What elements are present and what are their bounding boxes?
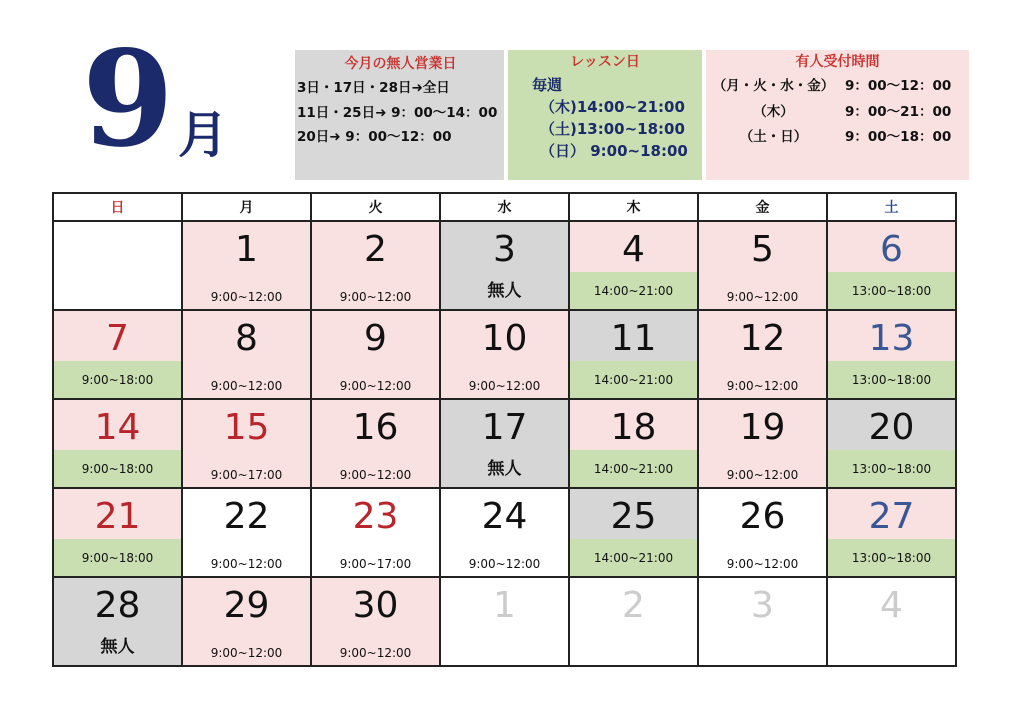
day-cell-body [570, 222, 697, 309]
calendar-day-cell [440, 221, 569, 310]
calendar-day-cell [311, 310, 440, 399]
day-cell-body [441, 222, 568, 309]
day-cell-body [699, 311, 826, 398]
day-number: 28 [94, 585, 141, 626]
unmanned-line: 11日・25日➜ 9：00〜14：00 [297, 104, 498, 121]
reception-time: 9：00〜12：00 [845, 78, 952, 94]
day-cell-body [828, 311, 955, 398]
calendar-week-row [53, 488, 956, 577]
calendar-day-cell [53, 577, 182, 666]
day-hours: 14:00~21:00 [593, 373, 674, 387]
calendar-day-cell [182, 488, 311, 577]
day-hours: 14:00~21:00 [593, 462, 674, 476]
lesson-time-band [828, 539, 955, 576]
day-number: 14 [94, 407, 141, 448]
day-number: 20 [868, 407, 915, 448]
calendar-day-cell [311, 399, 440, 488]
day-number: 13 [868, 318, 915, 359]
day-cell-body [312, 489, 439, 576]
unmanned-line: 20日➜ 9：00〜12：00 [297, 129, 452, 145]
day-hours: 13:00~18:00 [851, 551, 932, 565]
calendar-week-row [53, 310, 956, 399]
day-cell-body [54, 311, 181, 398]
day-number: 1 [235, 229, 258, 270]
day-number: 23 [352, 496, 399, 537]
calendar-day-cell [440, 399, 569, 488]
day-cell-body [183, 222, 310, 309]
day-hours: 9:00~17:00 [339, 557, 412, 571]
reception-time: 9：00〜21：00 [845, 103, 952, 120]
day-number: 27 [868, 496, 915, 537]
day-cell-body [312, 222, 439, 309]
lesson-time-band [570, 450, 697, 487]
hours-band [441, 361, 568, 398]
lesson-line: （日） 9:00~18:00 [540, 142, 688, 160]
calendar-day-cell [569, 488, 698, 577]
calendar-day-cell [827, 488, 956, 577]
day-number: 2 [364, 229, 387, 270]
unmanned-label: 無人 [100, 637, 135, 657]
day-cell-body [54, 578, 181, 665]
day-hours: 9:00~12:00 [210, 290, 283, 304]
lesson-time-band [570, 272, 697, 309]
weekday-header: 金 [698, 193, 827, 221]
unmanned-days-box [295, 50, 504, 180]
day-hours: 9:00~12:00 [726, 290, 799, 304]
day-cell-body [570, 489, 697, 576]
day-cell-body [828, 578, 955, 665]
calendar-day-cell [311, 488, 440, 577]
day-number: 2 [622, 585, 645, 626]
calendar-week-row [53, 221, 956, 310]
day-cell-body [54, 222, 181, 309]
day-hours: 9:00~12:00 [726, 557, 799, 571]
calendar-day-cell [698, 488, 827, 577]
day-cell-body [183, 311, 310, 398]
calendar-day-cell [182, 221, 311, 310]
day-cell-body [312, 400, 439, 487]
unmanned-label: 無人 [487, 281, 522, 301]
reception-days: （木） [753, 103, 794, 120]
day-number: 3 [751, 585, 774, 626]
day-hours: 9:00~12:00 [468, 557, 541, 571]
day-cell-body [183, 578, 310, 665]
day-cell-body [312, 311, 439, 398]
calendar-day-cell [698, 310, 827, 399]
calendar-day-cell [53, 399, 182, 488]
weekday-header: 木 [569, 193, 698, 221]
hours-band [312, 539, 439, 576]
lesson-time-band [828, 361, 955, 398]
day-number: 26 [739, 496, 786, 537]
lesson-time-band [54, 450, 181, 487]
day-number: 7 [106, 318, 129, 359]
day-cell-body [54, 400, 181, 487]
reception-row [706, 125, 969, 151]
day-number: 29 [223, 585, 270, 626]
day-hours: 9:00~17:00 [210, 468, 283, 482]
hours-band [699, 539, 826, 576]
month-label: 月 [178, 106, 228, 164]
day-hours: 14:00~21:00 [593, 551, 674, 565]
calendar-week-row [53, 399, 956, 488]
calendar-day-cell [827, 310, 956, 399]
day-number: 1 [493, 585, 516, 626]
calendar-day-cell [311, 577, 440, 666]
hours-band [312, 628, 439, 665]
hours-band [699, 450, 826, 487]
calendar-day-cell [440, 310, 569, 399]
reception-days: （土・日） [739, 129, 808, 145]
calendar-day-cell [698, 221, 827, 310]
calendar-day-cell [569, 577, 698, 666]
day-number: 15 [223, 407, 270, 448]
lesson-time-band [54, 361, 181, 398]
reception-row [706, 74, 969, 100]
day-number: 11 [610, 318, 657, 359]
calendar-grid [52, 192, 957, 667]
day-cell-body [699, 400, 826, 487]
hours-band [312, 361, 439, 398]
day-hours: 13:00~18:00 [851, 284, 932, 298]
unmanned-label: 無人 [487, 459, 522, 479]
calendar-day-cell [698, 399, 827, 488]
day-number: 18 [610, 407, 657, 448]
day-number: 16 [352, 407, 399, 448]
day-cell-body [570, 400, 697, 487]
day-cell-body [183, 400, 310, 487]
day-number: 24 [481, 496, 528, 537]
day-number: 8 [235, 318, 258, 359]
lesson-time-band [570, 361, 697, 398]
weekday-header: 月 [182, 193, 311, 221]
calendar-day-cell [311, 221, 440, 310]
day-number: 10 [481, 318, 528, 359]
weekday-header: 火 [311, 193, 440, 221]
day-cell-body [699, 222, 826, 309]
day-number: 21 [94, 496, 141, 537]
hours-band [183, 628, 310, 665]
day-number: 17 [481, 407, 528, 448]
lesson-line: 毎週 [532, 76, 563, 94]
day-number: 4 [622, 229, 645, 270]
calendar-day-cell [569, 310, 698, 399]
lesson-days-title: レッスン日 [570, 54, 640, 70]
hours-band [183, 450, 310, 487]
calendar-day-cell [827, 577, 956, 666]
day-cell-body [441, 489, 568, 576]
calendar-day-cell [182, 310, 311, 399]
day-number: 19 [739, 407, 786, 448]
calendar-day-cell [827, 221, 956, 310]
day-hours: 9:00~18:00 [81, 462, 154, 476]
lesson-days-box [508, 50, 702, 180]
weekday-header: 土 [827, 193, 956, 221]
day-cell-body [699, 578, 826, 665]
reception-row [706, 100, 969, 126]
day-hours: 9:00~12:00 [210, 557, 283, 571]
unmanned-line: 3日・17日・28日➜全日 [297, 80, 450, 96]
calendar-day-cell [698, 577, 827, 666]
weekday-header-row [53, 193, 956, 221]
lesson-time-band [54, 539, 181, 576]
lesson-line: （木)14:00~21:00 [540, 98, 685, 116]
day-number: 22 [223, 496, 270, 537]
day-cell-body [570, 311, 697, 398]
day-hours: 9:00~12:00 [468, 379, 541, 393]
day-hours: 9:00~12:00 [210, 646, 283, 660]
reception-hours-box [706, 50, 969, 180]
day-hours: 9:00~12:00 [210, 379, 283, 393]
day-number: 25 [610, 496, 657, 537]
hours-band [183, 272, 310, 309]
calendar-day-cell [182, 399, 311, 488]
hours-band [312, 450, 439, 487]
calendar-day-cell [569, 399, 698, 488]
day-number: 9 [364, 318, 387, 359]
day-cell-body [183, 489, 310, 576]
day-hours: 9:00~12:00 [726, 468, 799, 482]
lesson-time-band [828, 272, 955, 309]
day-number: 3 [493, 229, 516, 270]
day-hours: 13:00~18:00 [851, 373, 932, 387]
calendar-week-row [53, 577, 956, 666]
day-number: 5 [751, 229, 774, 270]
hours-band [183, 539, 310, 576]
lesson-line: （土)13:00~18:00 [540, 120, 685, 138]
day-cell-body [441, 400, 568, 487]
hours-band [699, 272, 826, 309]
hours-band [441, 539, 568, 576]
day-cell-body [441, 578, 568, 665]
day-cell-body [828, 400, 955, 487]
calendar-day-cell [827, 399, 956, 488]
reception-time: 9：00〜18：00 [845, 129, 952, 145]
day-number: 6 [880, 229, 903, 270]
day-hours: 14:00~21:00 [593, 284, 674, 298]
hours-band [312, 272, 439, 309]
calendar-day-cell [53, 221, 182, 310]
calendar-day-cell [569, 221, 698, 310]
lesson-time-band [828, 450, 955, 487]
day-cell-body [828, 489, 955, 576]
day-hours: 9:00~12:00 [726, 379, 799, 393]
calendar-day-cell [53, 310, 182, 399]
weekday-header: 水 [440, 193, 569, 221]
day-cell-body [441, 311, 568, 398]
reception-days: （月・火・水・金） [712, 78, 835, 94]
day-cell-body [570, 578, 697, 665]
calendar-day-cell [440, 577, 569, 666]
unmanned-days-title: 今月の無人営業日 [344, 56, 457, 72]
day-hours: 9:00~12:00 [339, 646, 412, 660]
day-hours: 13:00~18:00 [851, 462, 932, 476]
calendar-day-cell [182, 577, 311, 666]
hours-band [183, 361, 310, 398]
day-cell-body [54, 489, 181, 576]
month-number: 9 [82, 22, 174, 177]
calendar-day-cell [440, 488, 569, 577]
hours-band [699, 361, 826, 398]
day-cell-body [828, 222, 955, 309]
day-number: 4 [880, 585, 903, 626]
day-hours: 9:00~18:00 [81, 373, 154, 387]
day-hours: 9:00~12:00 [339, 468, 412, 482]
day-cell-body [312, 578, 439, 665]
weekday-header: 日 [53, 193, 182, 221]
calendar-day-cell [53, 488, 182, 577]
day-number: 12 [739, 318, 786, 359]
day-hours: 9:00~12:00 [339, 379, 412, 393]
day-number: 30 [352, 585, 399, 626]
day-cell-body [699, 489, 826, 576]
lesson-time-band [570, 539, 697, 576]
day-hours: 9:00~12:00 [339, 290, 412, 304]
day-hours: 9:00~18:00 [81, 551, 154, 565]
reception-hours-title: 有人受付時間 [795, 54, 880, 70]
